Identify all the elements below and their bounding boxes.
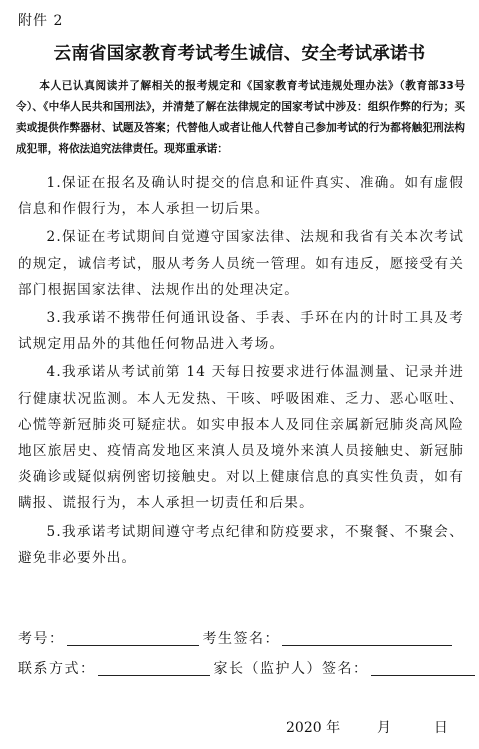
- student-signature-label: 考生签名：: [202, 631, 280, 647]
- guardian-signature-blank[interactable]: [371, 659, 475, 676]
- contact-label: 联系方式：: [18, 661, 96, 677]
- date-day: 日: [433, 720, 448, 736]
- attachment-label: 附件 2: [18, 13, 64, 29]
- signature-row-2: [18, 658, 479, 678]
- document-title: 云南省国家教育考试考生诚信、安全考试承诺书: [53, 44, 426, 64]
- commitment-item-3: 3.我承诺不携带任何通讯设备、手表、手环在内的计时工具及考试规定用品外的其他任何物品进入考场。: [18, 310, 464, 353]
- commitment-item-1: 1.保证在报名及确认时提交的信息和证件真实、准确。如有虚假信息和作假行为，本人承担一切后果。: [18, 175, 464, 218]
- exam-number-label: 考号：: [18, 631, 65, 647]
- signing-date: [286, 717, 448, 737]
- date-month: 月: [377, 720, 391, 736]
- guardian-signature-label: 家长（监护人）签名：: [213, 661, 369, 677]
- commitment-list: [18, 170, 464, 571]
- signature-row-1: [18, 628, 456, 648]
- date-year: 2020 年: [286, 720, 341, 736]
- commitment-item-2: 2.保证在考试期间自觉遵守国家法律、法规和我省有关本次考试的规定，诚信考试，服从考务人员统一管理。如有违反，愿接受有关部门根据国家法律、法规作出的处理决定。: [18, 229, 464, 298]
- commitment-item-4: 4.我承诺从考试前第 14 天每日按要求进行体温测量、记录并进行健康状况监测。本人无发热、干咳、呼吸困难、乏力、恶心呕吐、心慌等新冠肺炎可疑症状。如实申报本人及同住亲属新冠肺炎高风险地区旅居史、疫情高发地区来滇人员及境外来滇人员接触史、新冠肺炎确诊或疑似病例密切接触史。对以上健康信息的真实性负责，如有瞒报、谎报行为，本人承担一切责任和后果。: [18, 364, 464, 512]
- preamble-paragraph: 本人已认真阅读并了解相关的报考规定和《国家教育考试违规处理办法》（教育部33号令）、《中华人民共和国刑法》，并清楚了解在法律规定的国家考试中涉及：组织作弊的行为；买卖或提供作弊器材、试题及答案；代替他人或者让他人代替自己参加考试的行为都将触犯刑法构成犯罪，将依法追究法律责任。现郑重承诺：: [16, 80, 465, 155]
- exam-number-blank[interactable]: [67, 629, 199, 646]
- commitment-item-5: 5.我承诺考试期间遵守考点纪律和防疫要求，不聚餐、不聚会、避免非必要外出。: [18, 523, 464, 566]
- contact-blank[interactable]: [98, 659, 210, 676]
- student-signature-blank[interactable]: [282, 629, 452, 646]
